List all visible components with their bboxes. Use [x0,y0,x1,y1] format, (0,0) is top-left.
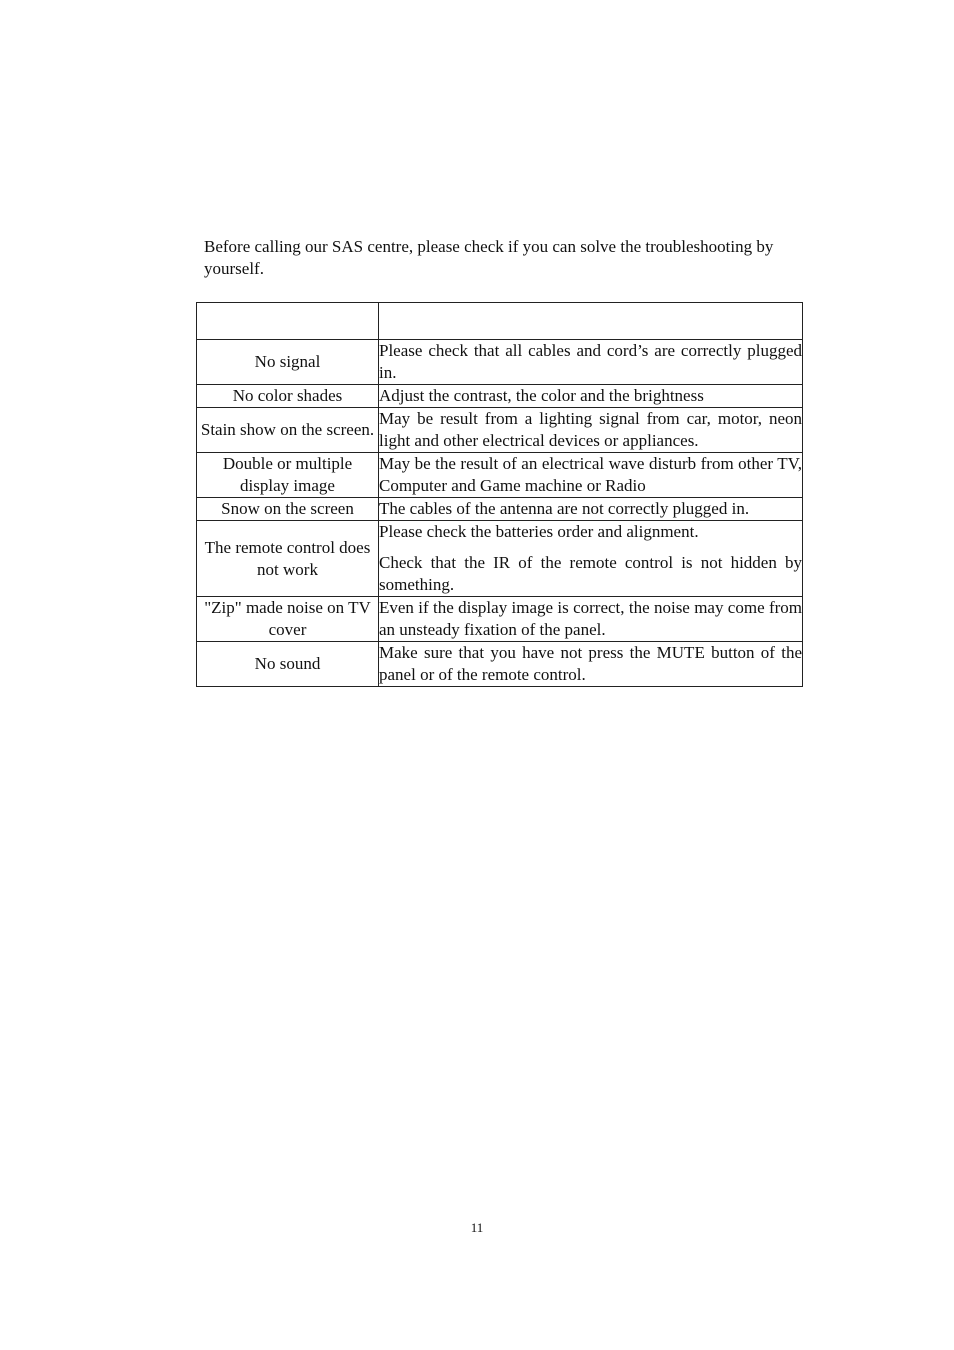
problem-cell: "Zip" made noise on TV cover [197,597,379,642]
problem-cell: No color shades [197,385,379,408]
solution-cell [379,521,803,597]
table-row [197,521,803,597]
problem-cell: Double or multiple display image [197,453,379,498]
table-row [197,498,803,521]
table-row [197,642,803,687]
troubleshooting-table-body [197,303,803,687]
intro-text: Before calling our SAS centre, please check if you can solve the troubleshooting by yourself. [204,237,774,278]
solution-cell [379,642,803,687]
solution-cell [379,408,803,453]
solution-cell [379,498,803,521]
page-number: 11 [470,1220,484,1235]
solution-text: May be result from a lighting signal from car, motor, neon light and other electrical devices or appliances. [379,409,802,450]
table-row [197,408,803,453]
table-header-row [197,303,803,340]
header-problem-cell [197,303,379,340]
problem-cell: No signal [197,340,379,385]
table-row [197,385,803,408]
solution-cell [379,340,803,385]
solution-text: May be the result of an electrical wave disturb from other TV, Computer and Game machine or Radio [379,454,802,495]
solution-text: Even if the display image is correct, the noise may come from an unsteady fixation of the panel. [379,598,802,639]
solution-text: Check that the IR of the remote control is not hidden by something. [379,553,802,594]
header-solution-cell [379,303,803,340]
problem-cell: Stain show on the screen. [197,408,379,453]
solution-text: The cables of the antenna are not correctly plugged in. [379,499,750,518]
table-row [197,453,803,498]
problem-cell: Snow on the screen [197,498,379,521]
solution-cell [379,385,803,408]
solution-text: Please check that all cables and cord’s are correctly plugged in. [379,341,802,382]
problem-cell: The remote control does not work [197,521,379,597]
solution-text: Make sure that you have not press the MUTE button of the panel or of the remote control. [379,643,802,684]
problem-cell: No sound [197,642,379,687]
solution-text: Please check the batteries order and alignment. [379,522,699,541]
solution-cell [379,597,803,642]
solution-text: Adjust the contrast, the color and the brightness [379,386,704,405]
troubleshooting-table [196,302,803,687]
table-row [197,597,803,642]
solution-cell [379,453,803,498]
table-row [197,340,803,385]
